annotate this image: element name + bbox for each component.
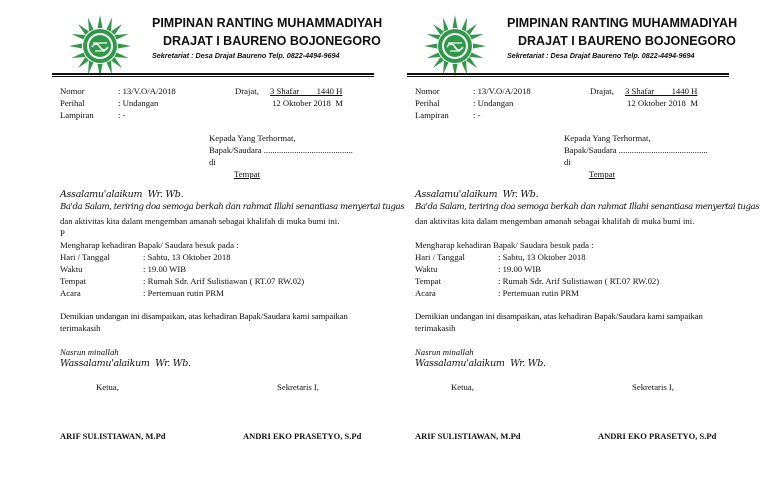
ketua-title: Ketua, [96, 382, 119, 392]
perihal-label: Perihal [415, 98, 440, 108]
waktu-value: : 19.00 WIB [143, 264, 187, 274]
sekretaris-title: Sekretaris I, [277, 382, 319, 392]
invite-intro: Mengharap kehadiran Bapak/ Saudara besuk pada : [60, 240, 239, 250]
recipient-line1: Kepada Yang Terhormat, [564, 133, 651, 143]
date-hijri: 3 Shafar 1440 H [625, 86, 698, 96]
closing-line2: terimakasih [415, 323, 456, 333]
closing-line2: terimakasih [60, 323, 101, 333]
letter-place: Drajat, [590, 86, 614, 96]
org-name-line2: DRAJAT I BAURENO BOJONEGORO [163, 34, 381, 48]
sekretaris-name: ANDRI EKO PRASETYO, S.Pd [598, 431, 717, 441]
nomor-value: : 13/V.O/A/2018 [118, 86, 176, 96]
org-name-line1: PIMPINAN RANTING MUHAMMADIYAH [507, 16, 738, 30]
secretariat-address: Sekretariat : Desa Drajat Baureno Telp. 0822-4494-9694 [152, 51, 340, 60]
salam-opening: Assalamu'alaikum Wr. Wb. [415, 189, 539, 200]
hari-label: Hari / Tanggal [60, 252, 110, 262]
hari-value: : Sabtu, 13 Oktober 2018 [498, 252, 586, 262]
lampiran-label: Lampiran [415, 110, 449, 120]
header-rule-thick [52, 73, 374, 75]
ketua-title: Ketua, [451, 382, 474, 392]
date-masehi: 12 Oktober 2018 M [272, 98, 343, 108]
opening-line2: dan aktivitas kita dalam mengemban amanah sebagai khalifah di muka bumi ini. [415, 216, 695, 226]
muhammadiyah-logo-icon [68, 14, 132, 78]
lampiran-value: : - [473, 110, 481, 120]
acara-value: : Pertemuan rutin PRM [498, 288, 579, 298]
recipient-line3: di [564, 157, 571, 167]
header-rule-thin [407, 76, 729, 77]
waktu-label: Waktu [415, 264, 438, 274]
recipient-tempat: Tempat [234, 169, 260, 179]
hari-label: Hari / Tanggal [415, 252, 465, 262]
ketua-name: ARIF SULISTIAWAN, M.Pd [415, 431, 521, 441]
opening-line2: dan aktivitas kita dalam mengemban amanah sebagai khalifah di muka bumi ini. [60, 216, 340, 226]
muhammadiyah-logo-icon [423, 14, 487, 78]
date-masehi: 12 Oktober 2018 M [627, 98, 698, 108]
perihal-label: Perihal [60, 98, 85, 108]
stray-char: P [60, 228, 65, 238]
perihal-value: : Undangan [118, 98, 159, 108]
lampiran-label: Lampiran [60, 110, 94, 120]
salam-closing: Wassalamu'alaikum Wr. Wb. [60, 358, 191, 369]
invitation-letter-right [355, 0, 760, 489]
waktu-label: Waktu [60, 264, 83, 274]
nomor-value: : 13/V.O/A/2018 [473, 86, 531, 96]
recipient-line3: di [209, 157, 216, 167]
org-name-line1: PIMPINAN RANTING MUHAMMADIYAH [152, 16, 383, 30]
recipient-tempat: Tempat [589, 169, 615, 179]
acara-value: : Pertemuan rutin PRM [143, 288, 224, 298]
tempat-label: Tempat [415, 276, 441, 286]
perihal-value: : Undangan [473, 98, 514, 108]
recipient-line1: Kepada Yang Terhormat, [209, 133, 296, 143]
date-hijri: 3 Shafar 1440 H [270, 86, 343, 96]
nasrun-minallah: Nasrun minallah [415, 347, 474, 357]
hari-value: : Sabtu, 13 Oktober 2018 [143, 252, 231, 262]
salam-closing: Wassalamu'alaikum Wr. Wb. [415, 358, 546, 369]
header-rule-thin [52, 76, 374, 77]
invite-intro: Mengharap kehadiran Bapak/ Saudara besuk pada : [415, 240, 594, 250]
closing-line1: Demikian undangan ini disampaikan, atas kehadiran Bapak/Saudara kami sampaikan [415, 311, 703, 321]
sekretaris-name: ANDRI EKO PRASETYO, S.Pd [243, 431, 362, 441]
acara-label: Acara [60, 288, 81, 298]
tempat-value: : Rumah Sdr. Arif Sulistiawan ( RT.07 RW.02) [143, 276, 305, 286]
salam-opening: Assalamu'alaikum Wr. Wb. [60, 189, 184, 200]
nomor-label: Nomor [415, 86, 440, 96]
recipient-line2: Bapak/Saudara ......................................... [209, 145, 353, 155]
tempat-value: : Rumah Sdr. Arif Sulistiawan ( RT.07 RW.02) [498, 276, 660, 286]
nomor-label: Nomor [60, 86, 85, 96]
nasrun-minallah: Nasrun minallah [60, 347, 119, 357]
header-rule-thick [407, 73, 729, 75]
org-name-line2: DRAJAT I BAURENO BOJONEGORO [518, 34, 736, 48]
recipient-line2: Bapak/Saudara ......................................... [564, 145, 708, 155]
opening-greeting: Ba'da Salam, teriring doa semoga berkah dan rahmat Illahi senantiasa menyertai tugas [60, 202, 405, 212]
waktu-value: : 19.00 WIB [498, 264, 542, 274]
closing-line1: Demikian undangan ini disampaikan, atas kehadiran Bapak/Saudara kami sampaikan [60, 311, 348, 321]
sekretaris-title: Sekretaris I, [632, 382, 674, 392]
ketua-name: ARIF SULISTIAWAN, M.Pd [60, 431, 166, 441]
lampiran-value: : - [118, 110, 126, 120]
acara-label: Acara [415, 288, 436, 298]
opening-greeting: Ba'da Salam, teriring doa semoga berkah dan rahmat Illahi senantiasa menyertai tugas [415, 202, 760, 212]
letter-place: Drajat, [235, 86, 259, 96]
tempat-label: Tempat [60, 276, 86, 286]
secretariat-address: Sekretariat : Desa Drajat Baureno Telp. 0822-4494-9694 [507, 51, 695, 60]
